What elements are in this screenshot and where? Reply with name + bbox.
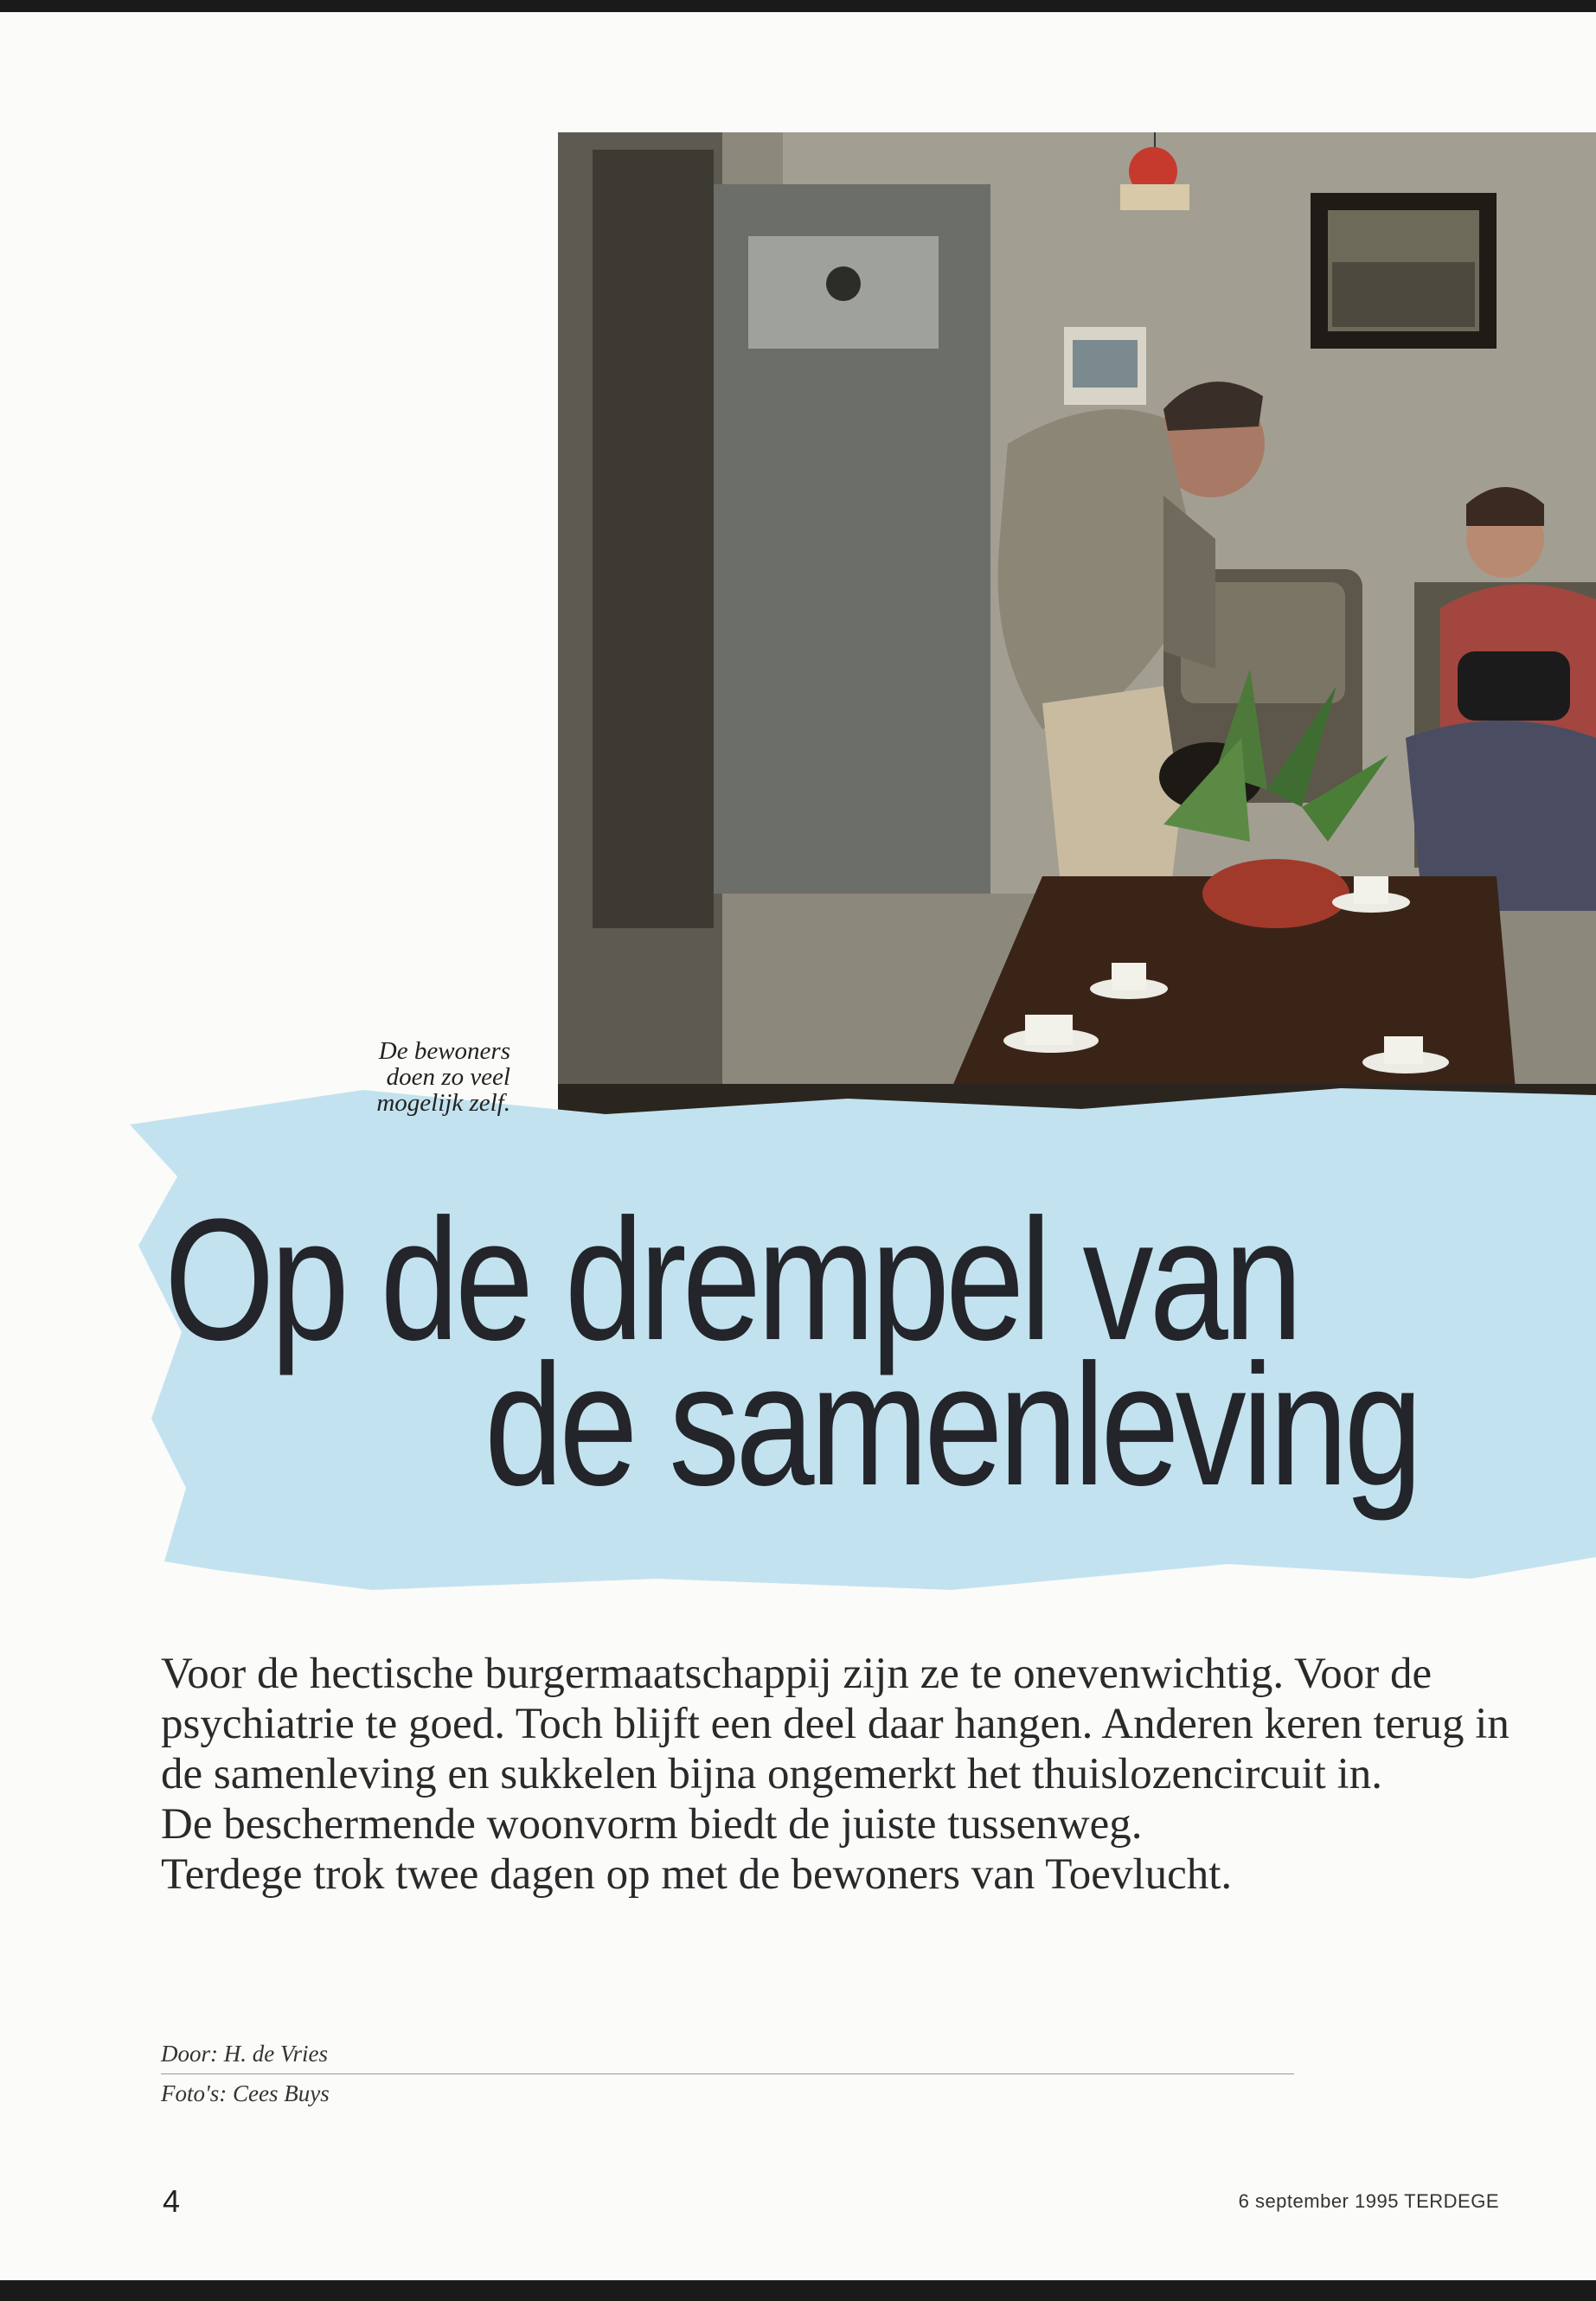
article-intro — [161, 1649, 1510, 1900]
caption-line: mogelijk zelf. — [376, 1089, 510, 1117]
intro-paragraph: De beschermende woonvorm biedt de juiste tussenweg. — [161, 1800, 1143, 1849]
caption-line: De bewoners — [378, 1037, 510, 1065]
caption-line: doen zo veel — [386, 1063, 510, 1091]
intro-paragraph: Terdege trok twee dagen op met de bewoners van Toevlucht. — [161, 1850, 1233, 1899]
photo-caption — [342, 1038, 510, 1116]
author-credit: Door: H. de Vries — [161, 2041, 328, 2067]
page-number: 4 — [163, 2183, 181, 2219]
article-photo — [558, 132, 1596, 1118]
photo-credit: Foto's: Cees Buys — [161, 2080, 330, 2106]
article-credits — [161, 2035, 1294, 2113]
issue-line: 6 september 1995 TERDEGE — [1238, 2190, 1499, 2212]
photo-of-man-pouring-coffee-icon — [558, 132, 1596, 1118]
headline-line-1: Op de drempel van — [164, 1183, 1299, 1376]
headline-line-2: de samenleving — [484, 1329, 1419, 1522]
intro-paragraph: Voor de hectische burgermaatschappij zijn ze te onevenwichtig. Voor de psychiatrie te goed. Toch blijft een deel daar hangen. Anderen keren terug in de samenleving en sukkelen bijna ongemerkt het thuislozencircuit in. — [161, 1650, 1509, 1798]
